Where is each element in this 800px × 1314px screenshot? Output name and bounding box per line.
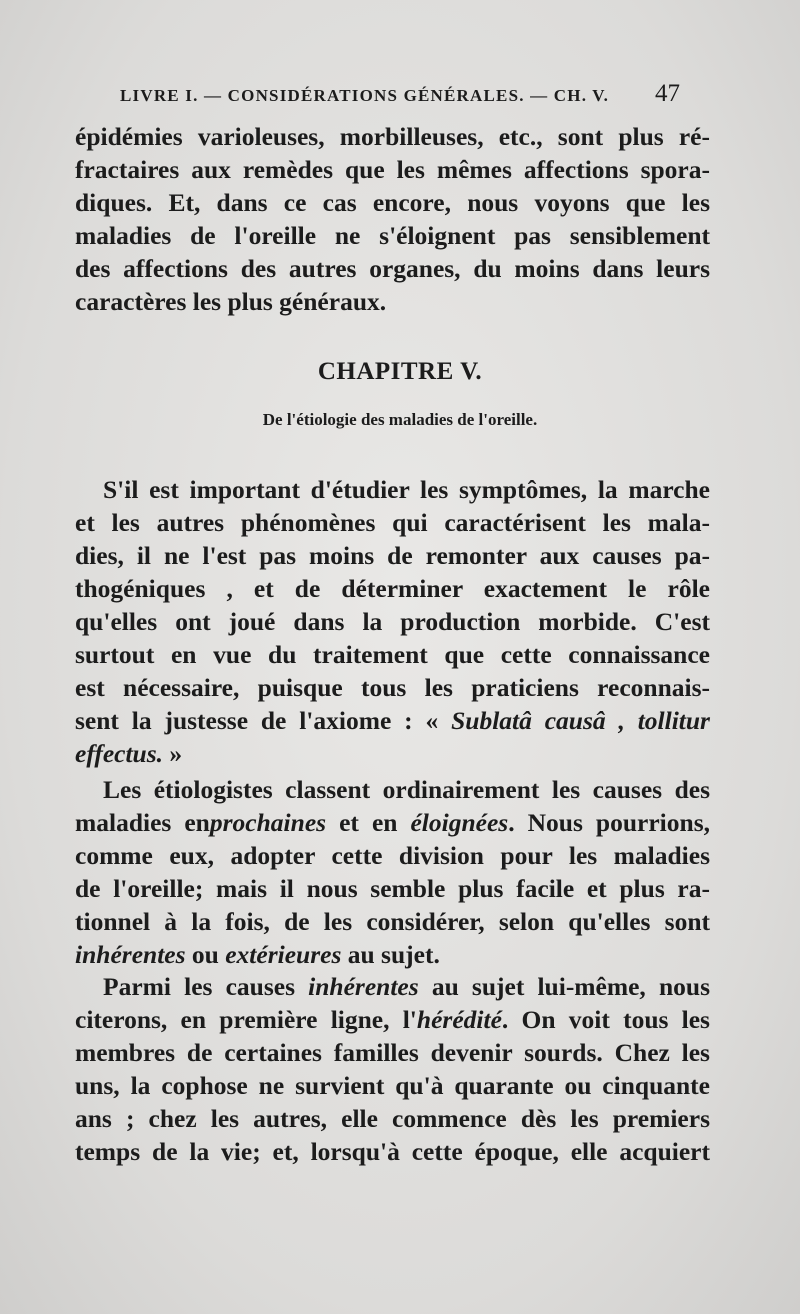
text-line: Les étiologistes classent ordinairement les causes des	[103, 775, 710, 804]
text-line: surtout en vue du traitement que cette connaissance	[75, 640, 710, 669]
text-line: uns, la cophose ne survient qu'à quarante ou cinquante	[75, 1071, 710, 1100]
chapter-title: CHAPITRE V.	[317, 358, 483, 385]
text-line: maladies de l'oreille ne s'éloignent pas sensiblement	[75, 221, 710, 250]
text-line: S'il est important d'étudier les symptômes, la marche	[103, 475, 710, 504]
text-line: ans ; chez les autres, elle commence dès les premiers	[75, 1104, 710, 1133]
text-line: est nécessaire, puisque tous les praticiens reconnais-	[75, 673, 710, 702]
text-line: épidémies varioleuses, morbilleuses, etc., sont plus ré-	[75, 122, 710, 151]
italic-term: hérédité	[416, 1005, 502, 1034]
text-run: et en	[326, 808, 411, 837]
italic-term: extérieures	[225, 940, 342, 969]
text-line	[75, 704, 710, 737]
running-header	[120, 80, 680, 110]
text-run: »	[163, 739, 183, 768]
text-line	[75, 806, 710, 839]
paragraph-intro	[75, 473, 710, 770]
italic-term: éloignées	[410, 808, 509, 837]
text-run: ou	[185, 940, 226, 969]
text-line: des affections des autres organes, du moins dans leurs	[75, 254, 710, 283]
text-line: dies, il ne l'est pas moins de remonter aux causes pa-	[75, 541, 710, 570]
text-line: qu'elles ont joué dans la production morbide. C'est	[75, 607, 710, 636]
italic-term: inhérentes	[75, 940, 186, 969]
italic-quote: effectus.	[75, 739, 164, 768]
text-run: . Nous pourrions,	[508, 808, 710, 837]
text-run: maladies en	[75, 808, 210, 837]
text-run: citerons, en première ligne, l'	[75, 1005, 417, 1034]
paragraph-continuation	[75, 120, 710, 318]
text-run: sent la justesse de l'axiome : «	[75, 706, 439, 735]
text-line: thogéniques , et de déterminer exactement le rôle	[75, 574, 710, 603]
text-line: et les autres phénomènes qui caractérisent les mala-	[75, 508, 710, 537]
text-line: diques. Et, dans ce cas encore, nous voyons que les	[75, 188, 710, 217]
text-line	[75, 737, 710, 770]
text-line	[75, 938, 710, 971]
text-run: au sujet lui-même, nous	[418, 972, 710, 1001]
text-run: Parmi les causes	[103, 972, 309, 1001]
text-run: . On voit tous les	[501, 1005, 710, 1034]
text-line: caractères les plus généraux.	[75, 287, 387, 316]
text-line: fractaires aux remèdes que les mêmes affections spora-	[75, 155, 710, 184]
paragraph-heredity	[75, 970, 710, 1168]
text-line: temps de la vie; et, lorsqu'à cette époque, elle acquiert	[75, 1137, 710, 1166]
text-line: tionnel à la fois, de les considérer, selon qu'elles sont	[75, 907, 710, 936]
chapter-subtitle: De l'étiologie des maladies de l'oreille.	[262, 410, 538, 429]
paragraph-classification	[75, 773, 710, 971]
text-run: au sujet.	[341, 940, 440, 969]
running-title: LIVRE I. — CONSIDÉRATIONS GÉNÉRALES. — CH. V.	[120, 86, 610, 105]
italic-term: inhérentes	[308, 972, 419, 1001]
text-line: de l'oreille; mais il nous semble plus facile et plus ra-	[75, 874, 710, 903]
text-line	[75, 970, 710, 1003]
text-line	[75, 1003, 710, 1036]
italic-quote: Sublatâ causâ , tollitur	[451, 706, 710, 735]
page-number: 47	[655, 80, 680, 107]
text-line: membres de certaines familles devenir sourds. Chez les	[75, 1038, 710, 1067]
italic-term: prochaines	[209, 808, 327, 837]
text-line: comme eux, adopter cette division pour les maladies	[75, 841, 710, 870]
